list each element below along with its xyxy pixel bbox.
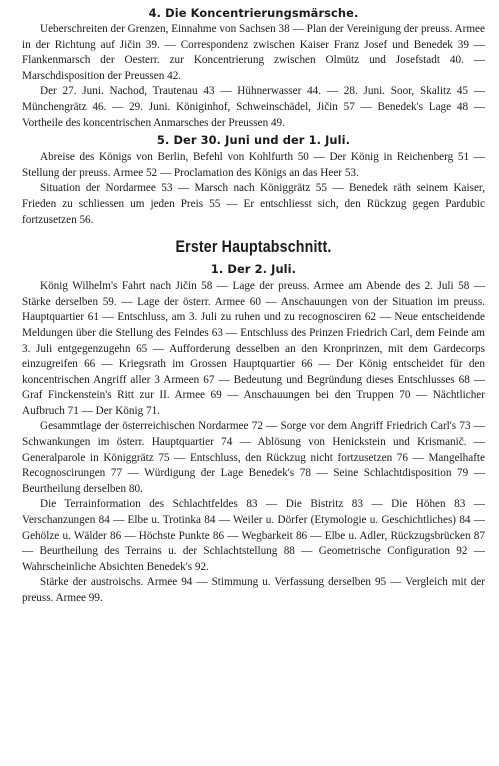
paragraph: Abreise des Königs von Berlin, Befehl von Kohlfurth 50 — Der König in Reichenberg 51 — Stellung der preuss. Armee 52 — Proclamation des Königs an das Heer 53.: [22, 151, 485, 179]
paragraph: Stärke der austroischs. Armee 94 — Stimmung u. Verfassung derselben 95 — Vergleich mit der preuss. Armee 99.: [22, 576, 485, 604]
section-title: 1. Der 2. Juli.: [210, 262, 297, 277]
paragraph: König Wilhelm's Fahrt nach Jičin 58 — Lage der preuss. Armee am Abende des 2. Juli 58 — Stärke derselben 59. — Lage der österr. Armee 60 — Anschauungen von der Situation im preuss. Hauptquartier 61 — Entschluss, am 3. Juli zu ruhen und zu recognosciren 62 — Neue entscheidende Meldungen über die Stellung des Feindes 63 — Entschluss des Prinzen Friedrich Carl, dem Feinde am 3. Juli entgegenzugehn 65 — Aufforderung desselben an den Kronprinzen, mit dem Gardecorps einzugreifen 66 — Kriegsrath im Grossen Hauptquartier 66 — Der König entscheidet für den koncentrischen Angriff aller 3 Armeen 67 — Bedeutung und Begründung dieses Entschlusses 68 — Graf Finckenstein's Ritt zur II. Armee 69 — Anschauungen bei den Truppen 70 — Nächtlicher Aufbruch 71 — Der König 71.: [22, 280, 485, 417]
main-heading: Erster Hauptabschnitt.: [175, 238, 332, 257]
paragraph: Die Terrainformation des Schlachtfeldes 83 — Die Bistritz 83 — Die Höhen 83 — Verschanzungen 84 — Elbe u. Trotinka 84 — Weiler u. Dörfer (Etymologie u. Geschichtliches) 84 — Gehölze u. Wälder 86 — Höchste Punkte 86 — Wegbarkeit 86 — Elbe u. Adler, Rückzugsbrücken 87 — Beurtheilung des Terrains u. der Schlachtstellung 88 — Geometrische Configuration 92 — Wahrscheinliche Absichten Benedek's 92.: [22, 498, 485, 573]
paragraph: Situation der Nordarmee 53 — Marsch nach Königgrätz 55 — Benedek räth seinem Kaiser, Frieden zu schliessen um jeden Preis 55 — Er entschliesst sich, den Rückzug gegen Pardubic fortzusetzen 56.: [22, 182, 485, 226]
section-title: 4. Die Koncentrierungsmärsche.: [148, 6, 359, 20]
paragraph: Der 27. Juni. Nachod, Trautenau 43 — Hühnerwasser 44. — 28. Juni. Soor, Skalitz 45 — Münchengrätz 46. — 29. Juni. Königinhof, Schweinschädel, Jičin 57 — Benedek's Lage 48 — Vortheile des koncentrischen Anmarsches der Preussen 49.: [22, 85, 485, 129]
paragraph: Ueberschreiten der Grenzen, Einnahme von Sachsen 38 — Plan der Vereinigung der preuss. Armee in der Richtung auf Jičin 39. — Correspondenz zwischen Kaiser Franz Josef und Benedek 39 — Flankenmarsch der Oesterr. zur Koncentrierung zwischen Olmütz und Josefstadt 40. — Marschdisposition der Preussen 42.: [22, 23, 485, 82]
paragraph: Gesammtlage der österreichischen Nordarmee 72 — Sorge vor dem Angriff Friedrich Carl's 73 — Schwankungen im österr. Hauptquartier 74 — Ablösung von Henickstein und Krismanič. — Generalparole in Königgrätz 75 — Entschluss, den Rückzug nicht fortzusetzen 76 — Mangelhafte Recognoscirungen 77 — Würdigung der Lage Benedek's 78 — Seine Schlachtdisposition 79 — Beurtheilung derselben 80.: [22, 420, 485, 495]
section-title: 5. Der 30. Juni und der 1. Juli.: [156, 133, 351, 148]
